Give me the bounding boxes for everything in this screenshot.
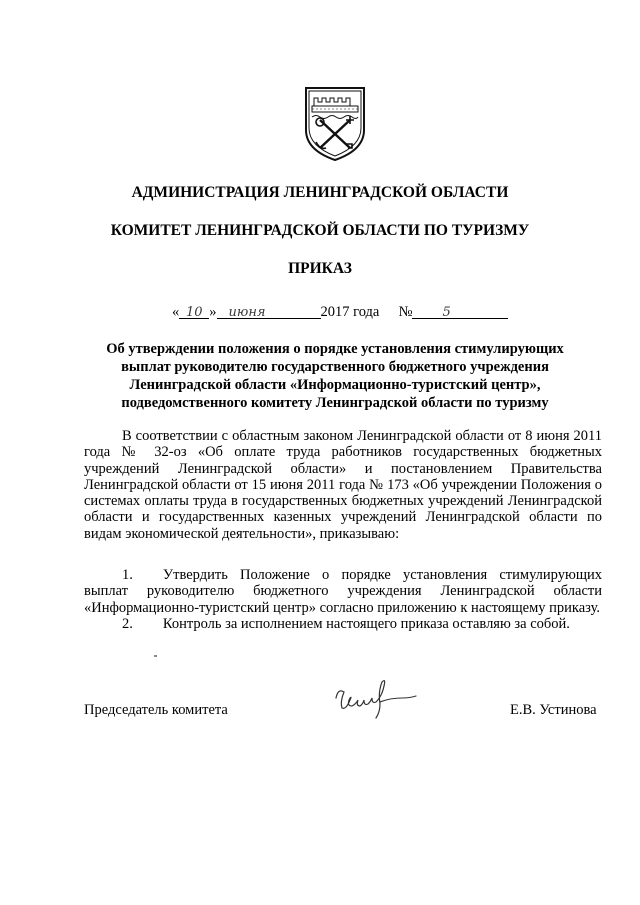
order-item-number: 1. bbox=[122, 567, 133, 583]
coat-of-arms-icon bbox=[302, 84, 368, 162]
subject-line: подведомственного комитету Ленинградской области по туризму bbox=[121, 395, 549, 411]
scan-speck bbox=[154, 655, 157, 657]
document-number: 5 bbox=[442, 305, 451, 320]
date-day: 10 bbox=[185, 305, 203, 320]
signatory-position: Председатель комитета bbox=[84, 702, 228, 718]
organization-title: АДМИНИСТРАЦИЯ ЛЕНИНГРАДСКОЙ ОБЛАСТИ bbox=[131, 184, 509, 201]
order-item-number: 2. bbox=[122, 615, 133, 632]
date-year: 2017 года bbox=[320, 304, 380, 320]
subject-line: Об утверждении положения о порядке установления стимулирующих bbox=[106, 341, 564, 357]
order-items bbox=[84, 567, 602, 632]
quote-close: » bbox=[209, 304, 217, 320]
document-subject bbox=[100, 340, 570, 412]
committee-title: КОМИТЕТ ЛЕНИНГРАДСКОЙ ОБЛАСТИ ПО ТУРИЗМУ bbox=[110, 222, 530, 239]
order-item-text: Утвердить Положение о порядке установления стимулирующих выплат руководителю бюджетного учреждения Ленинградской области «Информационно-туристский центр» согласно приложению к настоящему приказу. bbox=[84, 567, 602, 616]
order-item-text: Контроль за исполнением настоящего приказа оставляю за собой. bbox=[162, 615, 570, 632]
order-item bbox=[84, 616, 602, 632]
preamble-paragraph: В соответствии с областным законом Ленинградской области от 8 июня 2011 года № 32-оз «Об оплате труда работников государственных бюджетных учреждений Ленинградской области» и постановлением Правительства Ленинградской области от 15 июня 2011 года № 173 «Об учреждении Положения о системах оплаты труда в государственных бюджетных учреждений Ленинградской области и государственных казенных учреждений Ленинградской области по видам экономической деятельности», приказываю: bbox=[84, 428, 602, 542]
subject-line: Ленинградской области «Информационно-туристский центр», bbox=[129, 377, 541, 393]
date-line bbox=[172, 304, 508, 321]
handwritten-signature-icon bbox=[330, 678, 422, 722]
date-month: июня bbox=[228, 305, 266, 320]
document-type: ПРИКАЗ bbox=[288, 260, 352, 277]
order-item bbox=[84, 567, 602, 616]
quote-open: « bbox=[172, 304, 180, 320]
number-sign: № bbox=[398, 304, 413, 320]
signatory-name: Е.В. Устинова bbox=[510, 702, 597, 718]
subject-line: выплат руководителю государственного бюджетного учреждения bbox=[121, 359, 549, 375]
